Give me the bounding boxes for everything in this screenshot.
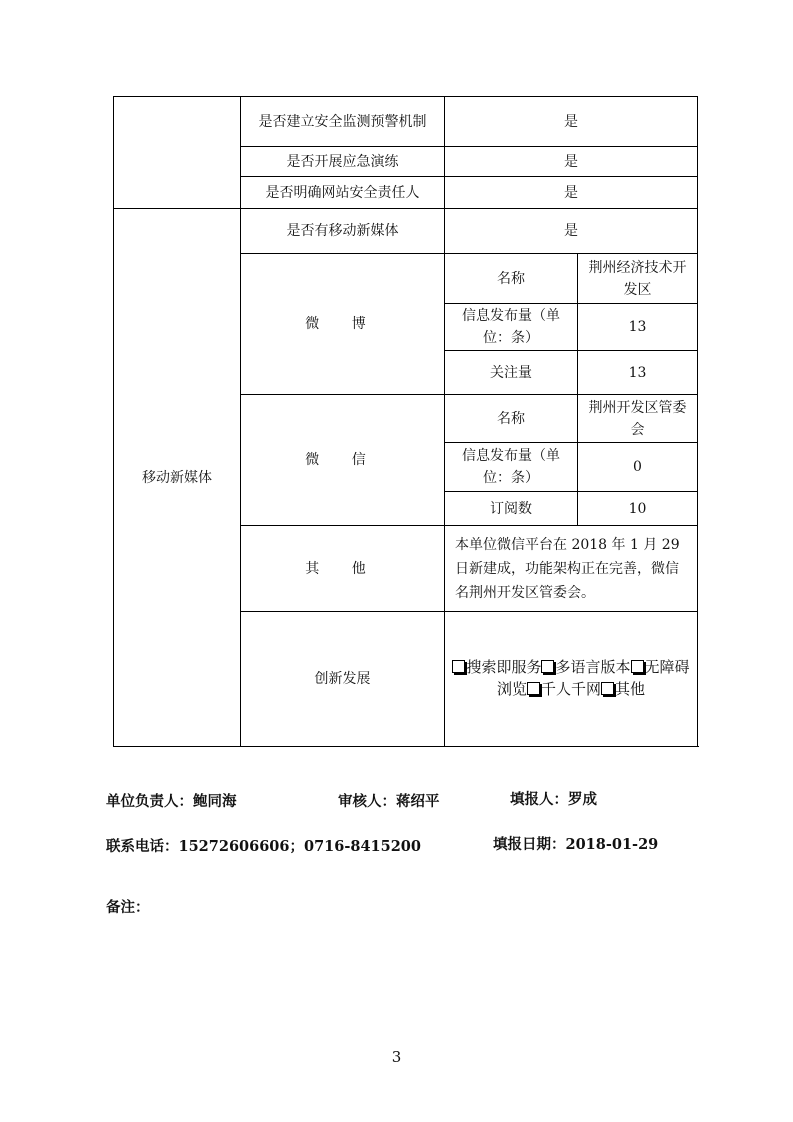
empty-section-cell (114, 97, 241, 209)
unit-head-name: 鲍同海 (193, 793, 237, 810)
innovation-label: 创新发展 (241, 612, 445, 747)
drill-label: 是否开展应急演练 (241, 147, 445, 177)
reviewer (338, 790, 440, 811)
checkbox-icon[interactable] (527, 682, 540, 695)
has-media-value: 是 (445, 209, 698, 254)
monitor-value: 是 (445, 97, 698, 147)
weibo-followers-value: 13 (578, 351, 698, 395)
page-number: 3 (391, 1048, 402, 1066)
unit-head-label: 单位负责人： (106, 793, 193, 810)
wechat-posts-label: 信息发布量（单位：条） (445, 443, 578, 492)
has-media-label: 是否有移动新媒体 (241, 209, 445, 254)
filler (510, 788, 597, 809)
drill-value: 是 (445, 147, 698, 177)
wechat-posts-value: 0 (578, 443, 698, 492)
filler-name: 罗成 (568, 791, 597, 808)
wechat-name-value: 荆州开发区管委会 (578, 395, 698, 443)
other-value: 本单位微信平台在 2018 年 1 月 29 日新建成，功能架构正在完善，微信名荆州开发区管委会。 (445, 526, 698, 612)
media-section-label: 移动新媒体 (114, 209, 241, 747)
option-label: 其他 (615, 680, 646, 698)
weibo-posts-value: 13 (578, 304, 698, 351)
phone-value: 15272606606；0716-8415200 (178, 838, 421, 855)
report-date (493, 833, 658, 854)
date-value: 2018-01-29 (565, 836, 659, 853)
innovation-checklist (449, 656, 693, 700)
report-table (113, 96, 698, 747)
filler-label: 填报人： (510, 791, 568, 808)
weibo-followers-label: 关注量 (445, 351, 578, 395)
checkbox-icon[interactable] (601, 682, 614, 695)
weibo-posts-label: 信息发布量（单位：条） (445, 304, 578, 351)
monitor-label: 是否建立安全监测预警机制 (241, 97, 445, 147)
reviewer-label: 审核人： (338, 793, 396, 810)
contact-phone (106, 835, 421, 856)
table-row (114, 209, 698, 254)
option-label: 千人千网 (540, 680, 601, 698)
reviewer-name: 蒋绍平 (396, 793, 440, 810)
weibo-name-value: 荆州经济技术开发区 (578, 254, 698, 304)
weibo-label: 微 博 (241, 254, 445, 395)
option-label: 无障碍浏览 (496, 658, 690, 698)
weibo-name-label: 名称 (445, 254, 578, 304)
responsible-label: 是否明确网站安全责任人 (241, 177, 445, 209)
notes-label: 备注： (106, 899, 150, 916)
checkbox-icon[interactable] (452, 660, 465, 673)
wechat-label: 微 信 (241, 395, 445, 526)
innovation-options (445, 612, 698, 747)
table-row (114, 97, 698, 147)
wechat-name-label: 名称 (445, 395, 578, 443)
checkbox-icon[interactable] (631, 660, 644, 673)
unit-head (106, 790, 237, 811)
option-label: 多语言版本 (555, 658, 631, 676)
wechat-subscribers-label: 订阅数 (445, 492, 578, 526)
responsible-value: 是 (445, 177, 698, 209)
option-label: 搜索即服务 (466, 658, 542, 676)
date-label: 填报日期： (493, 836, 566, 853)
other-label: 其 他 (241, 526, 445, 612)
phone-label: 联系电话： (106, 838, 179, 855)
checkbox-icon[interactable] (541, 660, 554, 673)
wechat-subscribers-value: 10 (578, 492, 698, 526)
